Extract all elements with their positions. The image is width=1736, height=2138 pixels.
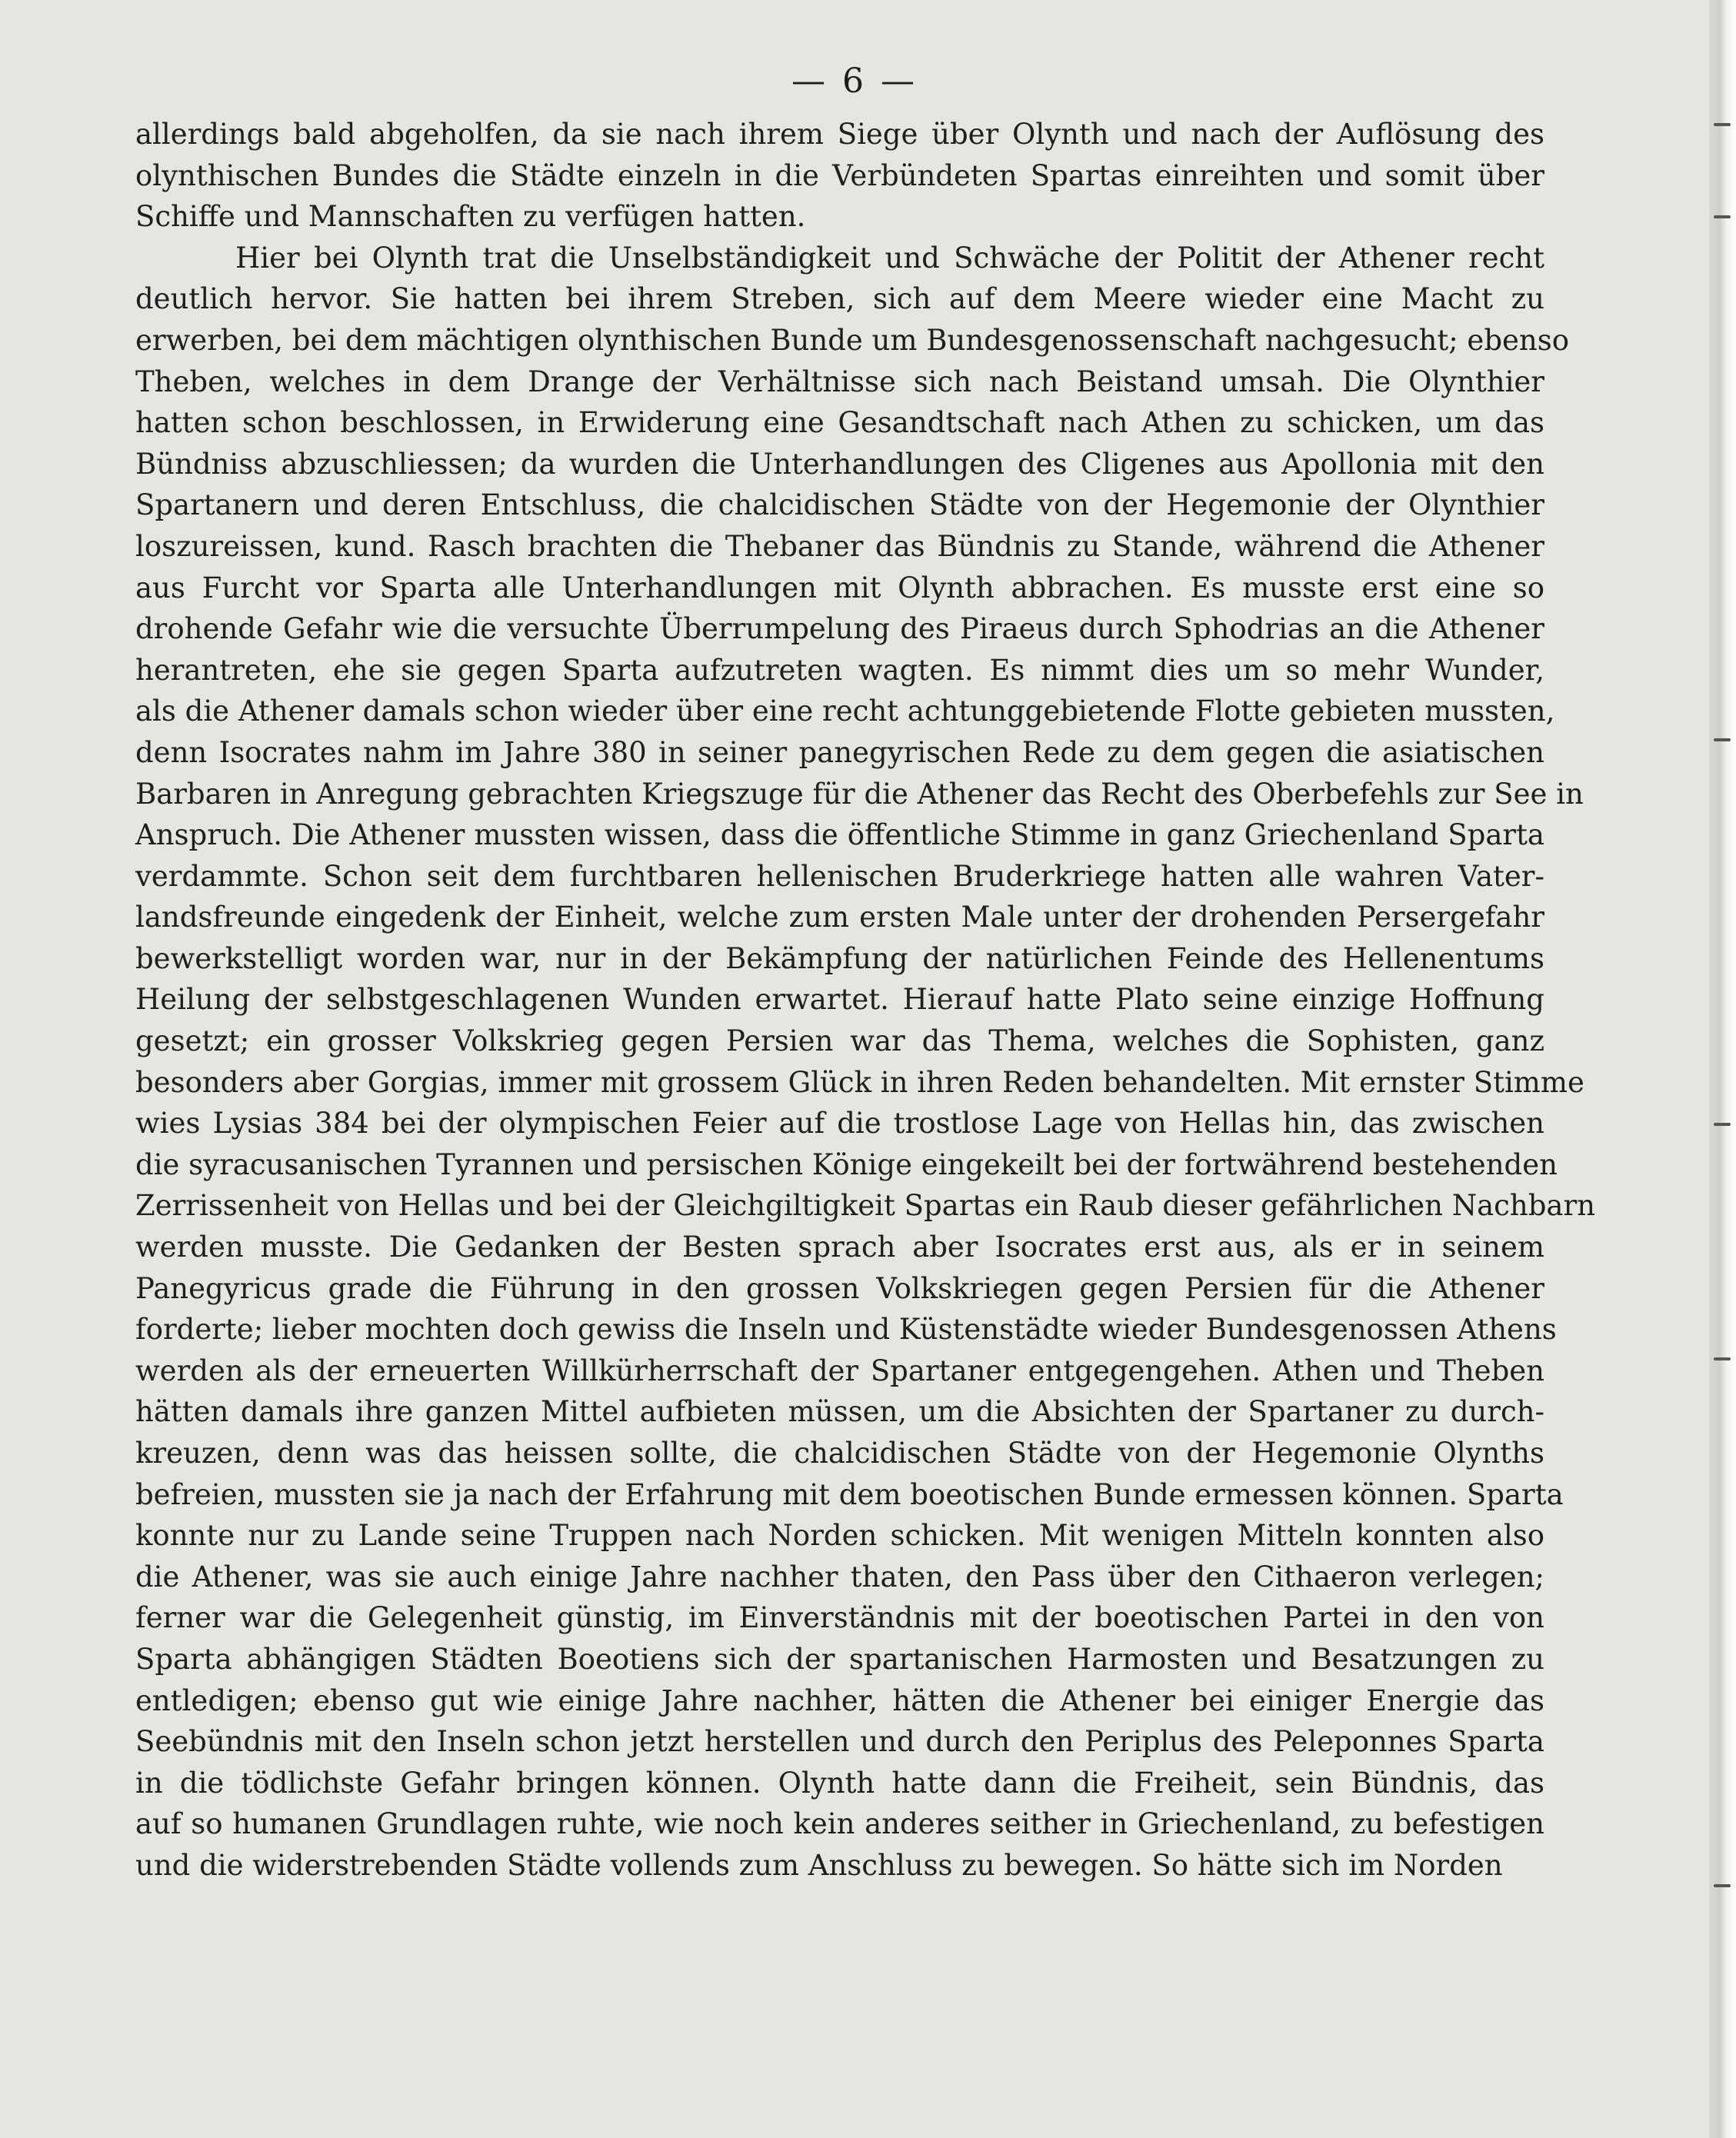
text-line: herantreten, ehe sie gegen Sparta aufzutreten wagten. Es nimmt dies um so mehr Wunder,	[135, 653, 1544, 687]
text-line: auf so humanen Grundlagen ruhte, wie noch kein anderes seither in Griechenland, zu befestigen	[135, 1807, 1544, 1841]
text-line: Spartanern und deren Entschluss, die chalcidischen Städte von der Hegemonie der Olynthier	[135, 488, 1544, 522]
text-line: in die tödlichste Gefahr bringen können. Olynth hatte dann die Freiheit, sein Bündnis, das	[135, 1766, 1544, 1800]
text-line: landsfreunde eingedenk der Einheit, welche zum ersten Male unter der drohenden Persergefahr	[135, 901, 1544, 934]
text-line: deutlich hervor. Sie hatten bei ihrem Streben, sich auf dem Meere wieder eine Macht zu	[135, 282, 1544, 316]
text-line: loszureissen, kund. Rasch brachten die Thebaner das Bündnis zu Stande, während die Athener	[135, 529, 1544, 563]
text-line: forderte; lieber mochten doch gewiss die Inseln und Küstenstädte wieder Bundesgenossen Athens	[135, 1313, 1557, 1347]
text-line: Barbaren in Anregung gebrachten Kriegszuge für die Athener das Recht des Oberbefehls zur See in	[135, 777, 1584, 811]
text-line: werden musste. Die Gedanken der Besten sprach aber Isocrates erst aus, als er in seinem	[135, 1231, 1544, 1264]
text-line: Schiffe und Mannschaften zu verfügen hatten.	[135, 200, 806, 234]
text-line: Sparta abhängigen Städten Boeotiens sich der spartanischen Harmosten und Besatzungen zu	[135, 1642, 1544, 1676]
text-line: gesetzt; ein grosser Volkskrieg gegen Persien war das Thema, welches die Sophisten, ganz	[135, 1024, 1544, 1058]
text-line: denn Isocrates nahm im Jahre 380 in seiner panegyrischen Rede zu dem gegen die asiatischen	[135, 735, 1544, 769]
text-line: hätten damals ihre ganzen Mittel aufbieten müssen, um die Absichten der Spartaner zu durch-	[135, 1395, 1544, 1429]
edge-mark	[1714, 215, 1731, 218]
text-line: als die Athener damals schon wieder über eine recht achtunggebietende Flotte gebieten mussten,	[135, 694, 1555, 728]
text-line: Panegyricus grade die Führung in den grossen Volkskriegen gegen Persien für die Athener	[135, 1271, 1544, 1305]
text-line: befreien, mussten sie ja nach der Erfahrung mit dem boeotischen Bunde ermessen können. Sparta	[135, 1477, 1564, 1511]
edge-mark	[1714, 123, 1731, 126]
edge-mark	[1714, 1357, 1731, 1360]
text-line: Seebündnis mit den Inseln schon jetzt herstellen und durch den Periplus des Peleponnes Sparta	[135, 1725, 1544, 1759]
text-line: Heilung der selbstgeschlagenen Wunden erwartet. Hierauf hatte Plato seine einzige Hoffnung	[135, 983, 1544, 1017]
text-line: Theben, welches in dem Drange der Verhältnisse sich nach Beistand umsah. Die Olynthier	[135, 365, 1544, 398]
text-line: Hier bei Olynth trat die Unselbständigkeit und Schwäche der Politit der Athener recht	[235, 241, 1544, 275]
edge-mark	[1714, 1884, 1731, 1887]
text-line: allerdings bald abgeholfen, da sie nach ihrem Siege über Olynth und nach der Auflösung des	[135, 118, 1544, 151]
text-line: olynthischen Bundes die Städte einzeln in die Verbündeten Spartas einreihten und somit über	[135, 158, 1544, 192]
text-line: Anspruch. Die Athener mussten wissen, dass die öffentliche Stimme in ganz Griechenland Sparta	[135, 818, 1544, 852]
text-line: die syracusanischen Tyrannen und persischen Könige eingekeilt bei der fortwährend bestehenden	[135, 1147, 1558, 1181]
text-line: besonders aber Gorgias, immer mit grossem Glück in ihren Reden behandelten. Mit ernster Stimme	[135, 1065, 1584, 1099]
edge-mark	[1714, 738, 1731, 741]
text-line: drohende Gefahr wie die versuchte Überrumpelung des Piraeus durch Sphodrias an die Athener	[135, 612, 1544, 646]
text-line: werden als der erneuerten Willkürherrschaft der Spartaner entgegengehen. Athen und Theben	[135, 1354, 1544, 1387]
text-line: hatten schon beschlossen, in Erwiderung eine Gesandtschaft nach Athen zu schicken, um das	[135, 406, 1544, 440]
body-text	[135, 114, 1595, 1887]
page-number: — 6 —	[791, 62, 918, 101]
text-line: verdammte. Schon seit dem furchtbaren hellenischen Bruderkriege hatten alle wahren Vater-	[135, 859, 1544, 893]
text-line: aus Furcht vor Sparta alle Unterhandlungen mit Olynth abbrachen. Es musste erst eine so	[135, 571, 1544, 604]
text-line: bewerkstelligt worden war, nur in der Bekämpfung der natürlichen Feinde des Hellenentums	[135, 941, 1544, 975]
text-line: ferner war die Gelegenheit günstig, im Einverständnis mit der boeotischen Partei in den von	[135, 1601, 1544, 1635]
text-line: erwerben, bei dem mächtigen olynthischen Bunde um Bundesgenossenschaft nachgesucht; ebenso	[135, 323, 1570, 357]
text-line: wies Lysias 384 bei der olympischen Feier auf die trostlose Lage von Hellas hin, das zwischen	[135, 1107, 1544, 1141]
text-line: entledigen; ebenso gut wie einige Jahre nachher, hätten die Athener bei einiger Energie das	[135, 1683, 1544, 1717]
page-edge	[1709, 0, 1736, 2138]
text-line: Zerrissenheit von Hellas und bei der Gleichgiltigkeit Spartas ein Raub dieser gefährlichen Nachbarn	[135, 1189, 1595, 1223]
text-line: kreuzen, denn was das heissen sollte, die chalcidischen Städte von der Hegemonie Olynths	[135, 1437, 1544, 1470]
text-line: und die widerstrebenden Städte vollends zum Anschluss zu bewegen. So hätte sich im Norden	[135, 1848, 1503, 1882]
edge-mark	[1714, 1123, 1731, 1126]
text-line: die Athener, was sie auch einige Jahre nachher thaten, den Pass über den Cithaeron verlegen;	[135, 1560, 1544, 1594]
text-line: Bündniss abzuschliessen; da wurden die Unterhandlungen des Cligenes aus Apollonia mit den	[135, 447, 1544, 481]
text-line: konnte nur zu Lande seine Truppen nach Norden schicken. Mit wenigen Mitteln konnten also	[135, 1519, 1544, 1553]
